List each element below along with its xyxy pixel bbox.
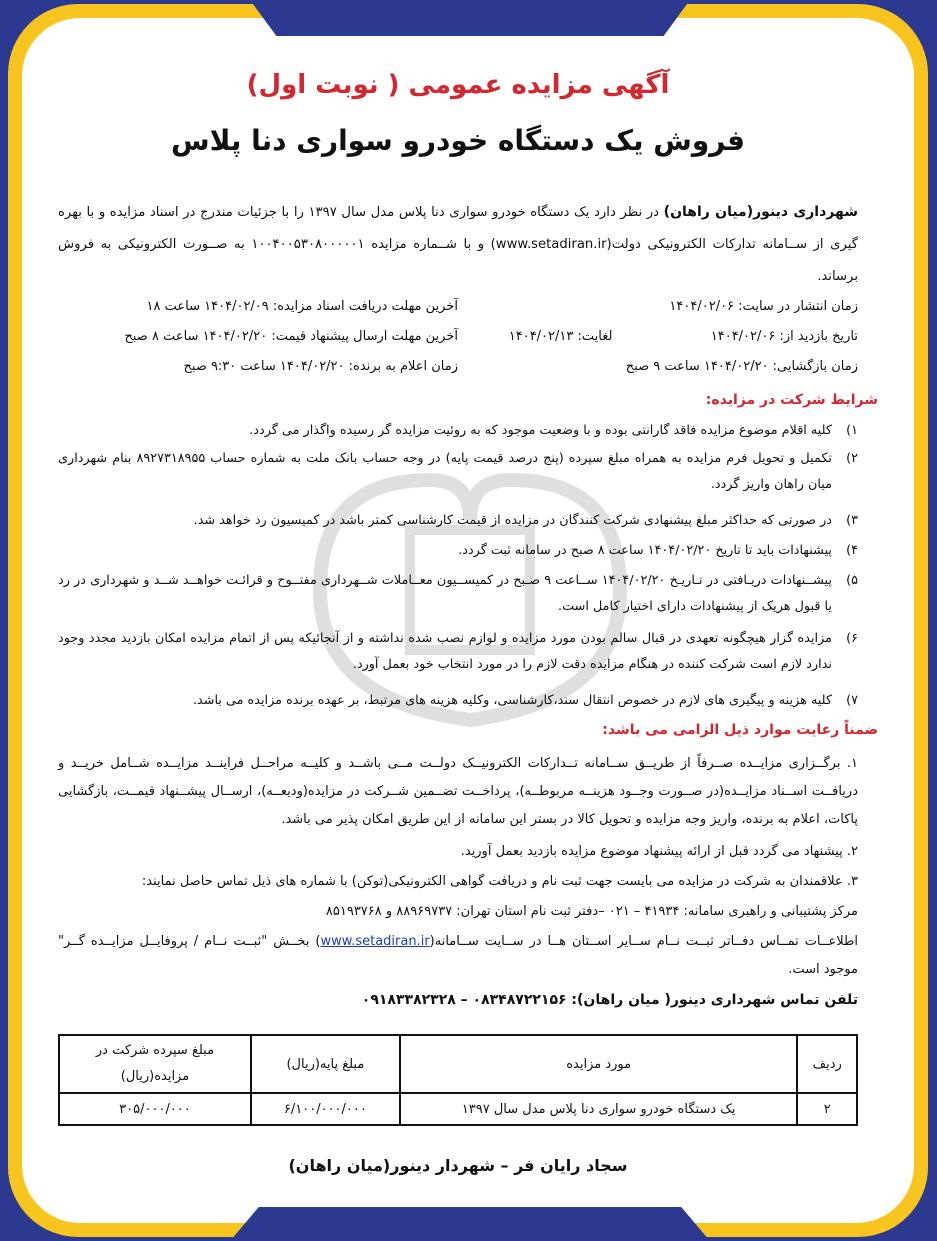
table-row <box>59 1093 857 1125</box>
signature: سجاد رایان فر – شهردار دینور(میان راهان) <box>288 1156 628 1175</box>
table-header: مبلغ پایه(ریال) <box>251 1035 400 1093</box>
dates-row-1 <box>58 292 858 322</box>
condition-item: ۲) تکمیل و تحویل فرم مزایده به همراه مبلغ سپرده (پنج درصد قیمت پایه) در وجه حساب بانک ملت به شماره حساب ۸۹۲۷۳۱۸۹۵۵ بنام شهرداری میان راهان واریز گردد. <box>58 451 858 492</box>
support-contact: مرکز پشتیبانی و راهبری سامانه: ۴۱۹۳۴ – ۰۲۱ –دفتر ثبت نام استان تهران: ۸۸۹۶۹۷۳۷ و ۸۵۱۹۳۷۶۸ <box>325 904 858 919</box>
table-header: ردیف <box>797 1035 857 1093</box>
table-cell: ۲ <box>797 1093 857 1125</box>
table-header: مبلغ سپرده شرکت در مزایده(ریال) <box>59 1035 251 1093</box>
bottom-tab-decoration <box>230 1207 710 1241</box>
contact-phone: تلفن تماس شهرداری دینور( میان راهان): ۰۸۳۴۸۷۲۲۱۵۶ – ۰۹۱۸۳۳۸۲۳۲۸ <box>361 992 858 1008</box>
table-cell: یک دستگاه خودرو سواری دنا پلاس مدل سال ۱۳۹۷ <box>400 1093 798 1125</box>
top-tab-decoration <box>250 0 690 36</box>
dates-row-2 <box>58 322 858 352</box>
condition-item: ۱) کلیه اقلام موضوع مزایده فاقد گارانتی بوده و با وضعیت موجود که به روئیت مزایده گر رسیده واگذار می گردد. <box>249 423 858 438</box>
table-cell: ۳۰۵/۰۰۰/۰۰۰ <box>59 1093 251 1125</box>
dates-row-3 <box>58 352 858 382</box>
conditions-heading: شرایط شرکت در مزایده: <box>705 392 878 408</box>
mandatory-item-2: ۲. پیشنهاد می گردد قبل از ارائه پیشنهاد موضوع مزایده بازدید بعمل آورید. <box>460 844 858 859</box>
intro-text: در نظر دارد یک دستگاه خودرو سواری دنا پلاس مدل سال ۱۳۹۷ را با جزئیات مندرج در اسناد مزایده و با بهره گیری از ســامانه تدارکات الکترونیکی دولت(www.setadiran.ir) و با شــماره مزایده ۱۰۰۴۰۰۵۳۰۸۰۰۰۰۰۱ به صــورت الکترونیکی به فروش برساند. <box>58 205 858 284</box>
visit-date: تاریخ بازدید از: ۱۴۰۴/۰۲/۰۶ <box>710 329 858 344</box>
notice-subject: فروش یک دستگاه خودرو سواری دنا پلاس <box>170 124 746 157</box>
bid-deadline: آخرین مهلت ارسال پیشنهاد قیمت: ۱۴۰۴/۰۲/۲۰ ساعت ۸ صبح <box>124 329 458 344</box>
doc-deadline: آخرین مهلت دریافت اسناد مزایده: ۱۴۰۴/۰۲/۰۹ ساعت ۱۸ <box>146 299 458 314</box>
visit-to-date: لغایت: ۱۴۰۴/۰۲/۱۳ <box>508 329 613 344</box>
offices-info: اطلاعــات تمــاس دفــاتر ثبــت نــام ســایر اســتان هــا در ســایت ســامانه(www.setadiran.ir) بخــش "ثبــت نــام / پروفایــل مزایــده گــر" موجود است. <box>58 934 858 977</box>
setadiran-link[interactable]: www.setadiran.ir <box>320 934 430 949</box>
condition-item: ۵) پیشــنهادات دریـافتی در تـاریـخ ۱۴۰۴/۰۲/۲۰ ســاعت ۹ صـبح در کمیســیون معــاملات شــهرداری مفتــوح و قرائـت خواهــد شــد و شهرداری در رد یا قبول هریک از پیشنهادات دارای اختیار کامل است. <box>58 573 858 614</box>
notice-title: آگهی مزایده عمومی ( نوبت اول) <box>246 70 670 100</box>
opening-date: زمان بازگشایی: ۱۴۰۴/۰۲/۲۰ ساعت ۹ صبح <box>625 359 858 374</box>
condition-item: ۳) در صورتی که حداکثر مبلغ پیشنهادی شرکت کنندگان در مزایده از قیمت کارشناسی کمتر باشد در کمیسیون رد خواهد شد. <box>193 513 858 528</box>
org-name: شهرداری دینور(میان راهان) <box>663 204 858 220</box>
mandatory-heading: ضمناً رعایت موارد ذیل الزامی می باشد: <box>602 722 878 738</box>
table-header: مورد مزایده <box>400 1035 798 1093</box>
winner-date: زمان اعلام به برنده: ۱۴۰۴/۰۲/۲۰ ساعت ۹:۳۰ صبح <box>183 359 458 374</box>
intro-paragraph <box>58 196 858 293</box>
mandatory-item-3: ۳. علاقمندان به شرکت در مزایده می بایست جهت ثبت نام و دریافت گواهی الکترونیکی(توکن) با شماره های ذیل تماس حاصل نمایند: <box>141 874 858 889</box>
condition-item: ۴) پیشنهادات باید تا تاریخ ۱۴۰۴/۰۲/۲۰ ساعت ۸ صبح در سامانه ثبت گردد. <box>458 543 858 558</box>
auction-table <box>58 1034 858 1126</box>
condition-item: ۶) مزایده گزار هیچگونه تعهدی در قبال سالم بودن مورد مزایده و لوازم نصب شده نداشته و از آنجائیکه پس از اتمام مزایده امکان بازدید مجدد وجود ندارد لازم است شرکت کننده در هنگام مزایده دقت لازم را در مورد انتخاب خود بعمل آورد. <box>58 631 858 672</box>
publish-date: زمان انتشار در سایت: ۱۴۰۴/۰۲/۰۶ <box>669 299 858 314</box>
condition-item: ۷) کلیه هزینه و پیگیری های لازم در خصوص انتقال سند،کارشناسی، وکلیه هزینه های مرتبط، بر عهده برنده مزایده می باشد. <box>192 693 858 708</box>
table-cell: ۶/۱۰۰/۰۰۰/۰۰۰ <box>251 1093 400 1125</box>
table-header-row <box>59 1035 857 1093</box>
mandatory-item-1: ۱. برگــزاری مزایــده صــرفاً از طریــق ســامانه تــدارکات الکترونیــک دولــت مــی باشــد و کلیــه مراحــل فراینــد مزایــده شــامل خریــد و دریافــت اســناد مزایــده(در صــورت وجــود هزینــه مربوطــه)، پرداخــت تضــمین شــرکت در مزایده(ودیعــه)، ارســال پیشــنهاد قیمــت، بازگشایی پاکات، اعلام به برنده، واریز وجه مزایده و تحویل کالا در بستر این سامانه از این طریق امکان پذیر می باشد. <box>58 756 858 827</box>
